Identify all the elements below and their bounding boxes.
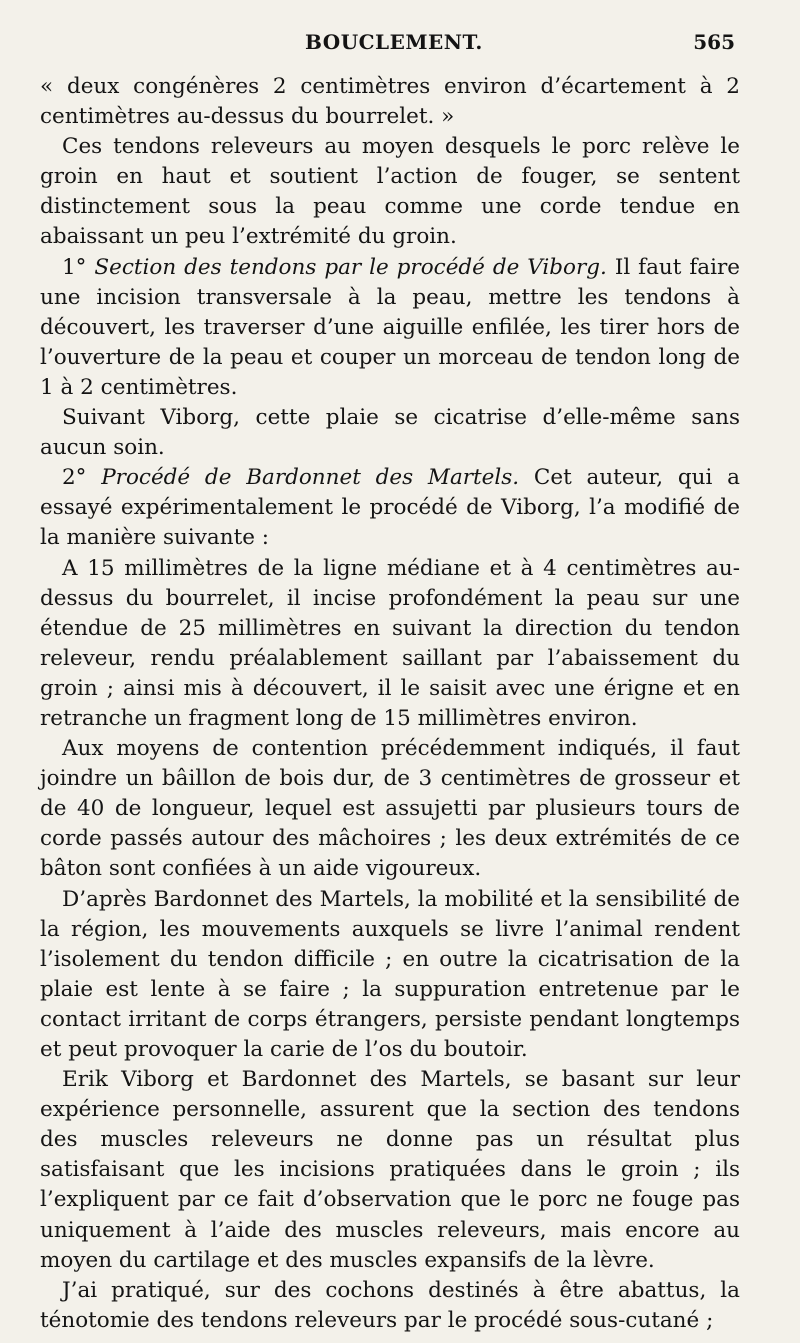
paragraph-text: Il faut faire une incision transversale à la peau, mettre les tendons à découvert, les traverser d’une aiguille enfilée, les tirer hors de l’ouverture de la peau et couper un morceau de tendon long de 1 à 2 centimètres.: [40, 254, 741, 400]
paragraph: [40, 885, 740, 1066]
paragraph-text: D’après Bardonnet des Martels, la mobilité et la sensibilité de la région, les mouvements auxquels se livre l’animal rendent l’isolement du tendon difficile ; en outre la cicatrisation de la plaie est lente à se faire ; la suppuration entretenue par le contact irritant de corps étrangers, persiste pendant longtemps et peut provoquer la carie de l’os du boutoir.: [40, 886, 740, 1062]
page-number: 565: [693, 30, 735, 54]
paragraph-text: « deux congénères 2 centimètres environ d’écartement à 2 centimètres au-dessus du bourrelet. »: [40, 74, 740, 130]
paragraph-text: Ces tendons releveurs au moyen desquels le porc relève le groin en haut et soutient l’action de fouger, se sentent distinctement sous la peau comme une corde tendue en abaissant un peu l’extrémité du groin.: [40, 134, 740, 250]
paragraph-text: J’ai pratiqué, sur des cochons destinés à être abattus, la ténotomie des tendons releveurs par le procédé sous-cutané ;: [40, 1277, 740, 1333]
paragraph: [40, 72, 740, 132]
paragraph: [40, 403, 740, 463]
paragraph: [40, 1276, 740, 1336]
paragraph-text: Suivant Viborg, cette plaie se cicatrise d’elle-même sans aucun soin.: [40, 405, 740, 461]
section-heading: Procédé de Bardonnet des Martels.: [101, 465, 520, 491]
running-title: BOUCLEMENT.: [305, 30, 483, 54]
paragraph-text: Cet auteur, qui a essayé expérimentalement le procédé de Viborg, l’a modifié de la manière suivante :: [40, 465, 741, 551]
paragraph: [40, 463, 740, 553]
paragraph-text: Erik Viborg et Bardonnet des Martels, se basant sur leur expérience personnelle, assurent que la section des tendons des muscles releveurs ne donne pas un résultat plus satisfaisant que les incisions pratiquées dans le groin ; ils l’expliquent par ce fait d’observation que le porc ne fouge pas uniquement à l’aide des muscles releveurs, mais encore au moyen du cartilage et des muscles expansifs de la lèvre.: [40, 1067, 740, 1273]
body-text: [40, 72, 740, 1336]
paragraph: [40, 554, 740, 735]
paragraph-text: Aux moyens de contention précédemment indiqués, il faut joindre un bâillon de bois dur, de 3 centimètres de grosseur et de 40 de longueur, lequel est assujetti par plusieurs tours de corde passés autour des mâchoires ; les deux extrémités de ce bâton sont confiées à un aide vigoureux.: [40, 736, 740, 882]
paragraph: [40, 253, 740, 403]
paragraph-number: 2°: [62, 465, 102, 491]
paragraph: [40, 132, 740, 252]
section-heading: Section des tendons par le procédé de Viborg.: [94, 254, 607, 280]
paragraph-text: A 15 millimètres de la ligne médiane et à 4 centimètres au-dessus du bourrelet, il incise profondément la peau sur une étendue de 25 millimètres en suivant la direction du tendon releveur, rendu préalablement saillant par l’abaissement du groin ; ainsi mis à découvert, il le saisit avec une érigne et en retranche un fragment long de 15 millimètres environ.: [40, 555, 740, 731]
page-header: [40, 30, 735, 60]
paragraph-number: 1°: [62, 254, 95, 280]
paragraph: [40, 1065, 740, 1276]
paragraph: [40, 734, 740, 884]
